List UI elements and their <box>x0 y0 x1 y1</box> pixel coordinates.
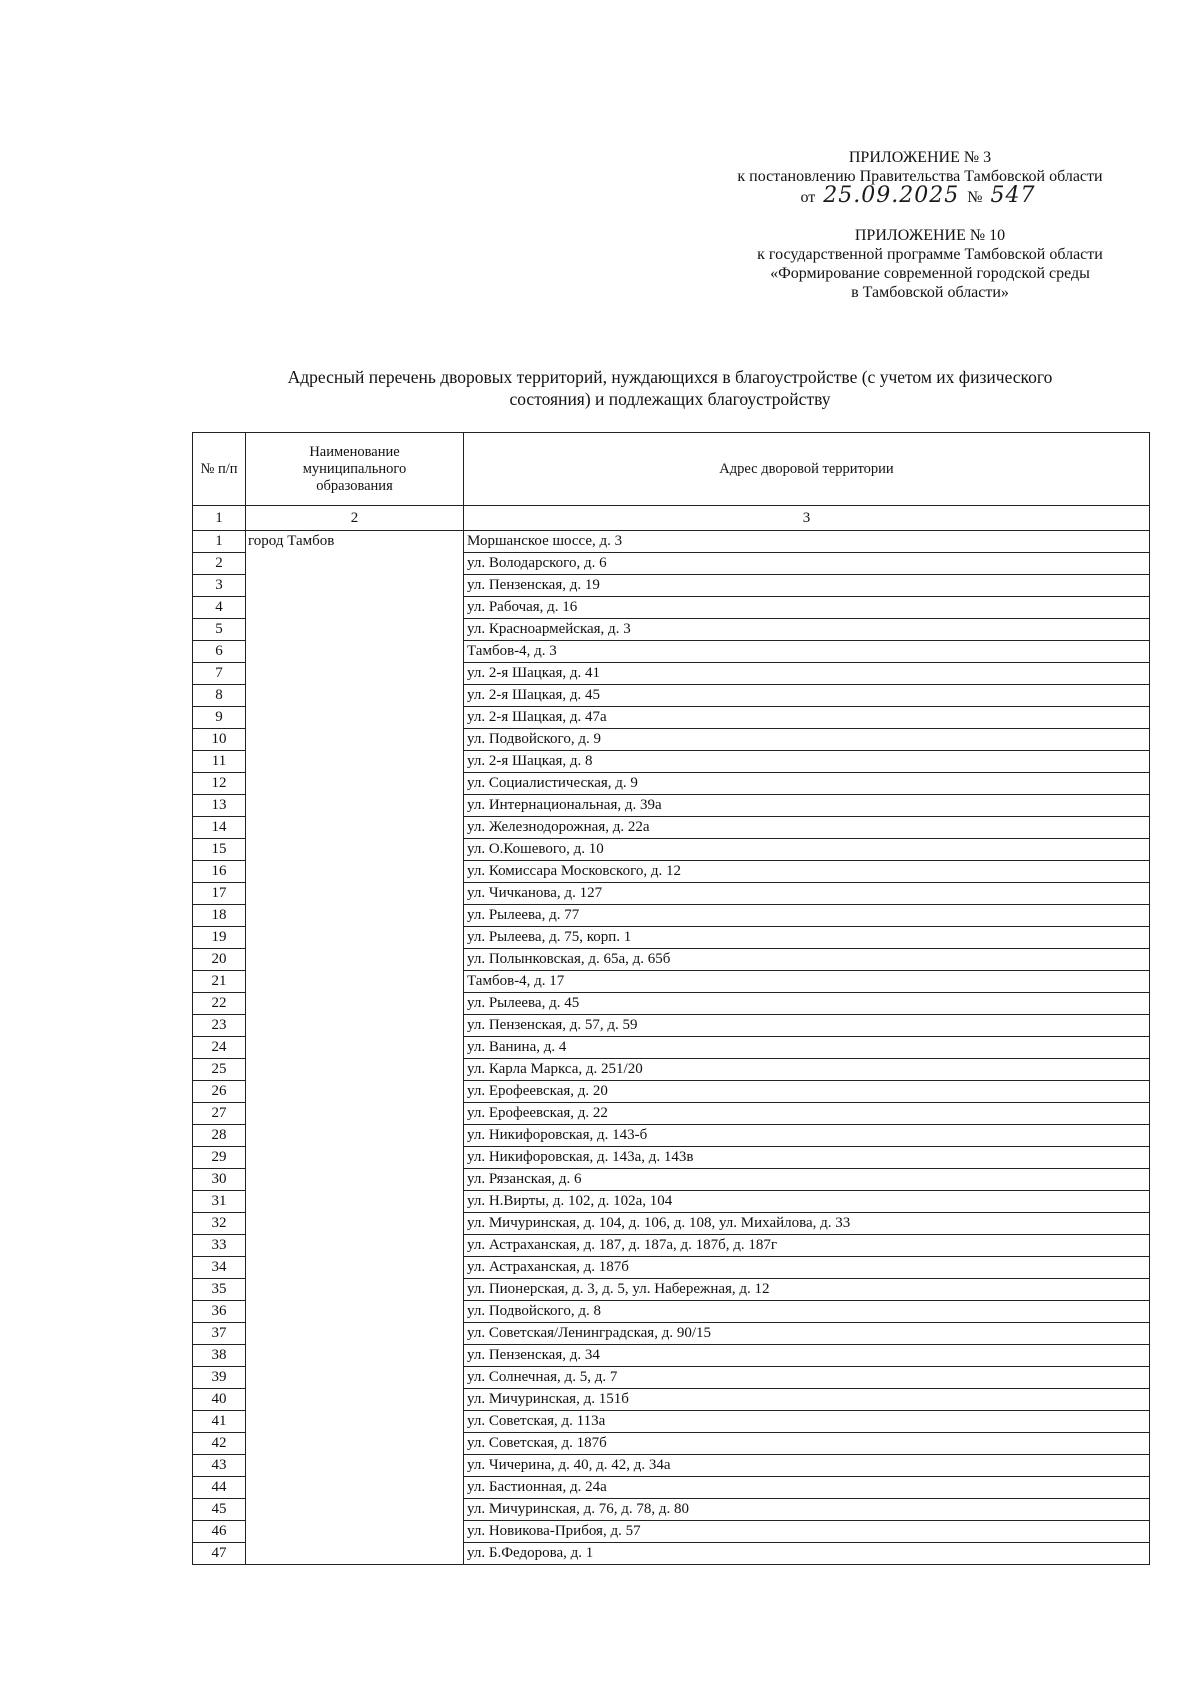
header-row <box>193 433 1150 506</box>
row-address: ул. Комиссара Московского, д. 12 <box>464 861 1150 883</box>
table-header <box>193 433 1150 506</box>
row-number: 19 <box>193 927 246 949</box>
row-number: 11 <box>193 751 246 773</box>
row-address: ул. Подвойского, д. 8 <box>464 1301 1150 1323</box>
row-number: 32 <box>193 1213 246 1235</box>
column-number-1: 1 <box>193 506 246 531</box>
row-number: 47 <box>193 1543 246 1565</box>
row-number: 28 <box>193 1125 246 1147</box>
row-address: ул. Мичуринская, д. 151б <box>464 1389 1150 1411</box>
column-number-3: 3 <box>464 506 1150 531</box>
municipality-cell: город Тамбов <box>246 531 464 1565</box>
row-number: 12 <box>193 773 246 795</box>
handwritten-date: 25.09.2025 <box>823 183 960 208</box>
row-number: 27 <box>193 1103 246 1125</box>
date-prefix: от <box>800 189 816 206</box>
appendix-3-block <box>700 148 1140 207</box>
row-address: ул. О.Кошевого, д. 10 <box>464 839 1150 861</box>
row-address: ул. 2-я Шацкая, д. 41 <box>464 663 1150 685</box>
row-number: 39 <box>193 1367 246 1389</box>
row-address: Тамбов-4, д. 17 <box>464 971 1150 993</box>
appendix-10-line1: к государственной программе Тамбовской области <box>757 246 1103 263</box>
row-address: ул. 2-я Шацкая, д. 47а <box>464 707 1150 729</box>
row-address: ул. Рылеева, д. 45 <box>464 993 1150 1015</box>
row-number: 41 <box>193 1411 246 1433</box>
row-number: 18 <box>193 905 246 927</box>
appendix-10-title: ПРИЛОЖЕНИЕ № 10 <box>854 227 1006 244</box>
row-address: ул. Пензенская, д. 19 <box>464 575 1150 597</box>
row-number: 5 <box>193 619 246 641</box>
row-number: 7 <box>193 663 246 685</box>
row-number: 34 <box>193 1257 246 1279</box>
header-municipality-line2: муниципального <box>302 460 407 477</box>
row-number: 44 <box>193 1477 246 1499</box>
appendix-3-date-line <box>700 183 1140 208</box>
row-address: ул. Новикова-Прибоя, д. 57 <box>464 1521 1150 1543</box>
row-address: ул. Советская, д. 187б <box>464 1433 1150 1455</box>
row-address: ул. Б.Федорова, д. 1 <box>464 1543 1150 1565</box>
row-address: Тамбов-4, д. 3 <box>464 641 1150 663</box>
row-number: 37 <box>193 1323 246 1345</box>
row-address: ул. Социалистическая, д. 9 <box>464 773 1150 795</box>
row-number: 1 <box>193 531 246 553</box>
row-address: ул. 2-я Шацкая, д. 8 <box>464 751 1150 773</box>
row-address: ул. Н.Вирты, д. 102, д. 102а, 104 <box>464 1191 1150 1213</box>
row-number: 17 <box>193 883 246 905</box>
row-address: ул. Советская, д. 113а <box>464 1411 1150 1433</box>
row-address: ул. Полынковская, д. 65а, д. 65б <box>464 949 1150 971</box>
row-address: ул. Ерофеевская, д. 22 <box>464 1103 1150 1125</box>
row-number: 31 <box>193 1191 246 1213</box>
row-number: 23 <box>193 1015 246 1037</box>
appendix-3-title: ПРИЛОЖЕНИЕ № 3 <box>848 149 992 166</box>
row-number: 21 <box>193 971 246 993</box>
row-address: ул. Пензенская, д. 57, д. 59 <box>464 1015 1150 1037</box>
row-address: ул. Рабочая, д. 16 <box>464 597 1150 619</box>
appendix-10-block <box>720 226 1140 302</box>
row-address: ул. Советская/Ленинградская, д. 90/15 <box>464 1323 1150 1345</box>
row-address: ул. Солнечная, д. 5, д. 7 <box>464 1367 1150 1389</box>
row-address: ул. Ерофеевская, д. 20 <box>464 1081 1150 1103</box>
row-address: ул. 2-я Шацкая, д. 45 <box>464 685 1150 707</box>
row-address: ул. Подвойского, д. 9 <box>464 729 1150 751</box>
header-municipality-line3: образования <box>316 477 393 494</box>
row-number: 2 <box>193 553 246 575</box>
row-number: 15 <box>193 839 246 861</box>
header-municipality <box>246 433 464 506</box>
header-address: Адрес дворовой территории <box>464 433 1150 506</box>
row-address: ул. Чичканова, д. 127 <box>464 883 1150 905</box>
row-address: ул. Пионерская, д. 3, д. 5, ул. Набережная, д. 12 <box>464 1279 1150 1301</box>
handwritten-number: 547 <box>990 183 1036 208</box>
row-number: 20 <box>193 949 246 971</box>
row-address: ул. Рязанская, д. 6 <box>464 1169 1150 1191</box>
row-address: ул. Железнодорожная, д. 22а <box>464 817 1150 839</box>
row-number: 40 <box>193 1389 246 1411</box>
document-title-line2: состояния) и подлежащих благоустройству <box>509 389 831 409</box>
row-number: 8 <box>193 685 246 707</box>
appendix-10-line2: «Формирование современной городской среды <box>770 265 1090 282</box>
row-address: ул. Пензенская, д. 34 <box>464 1345 1150 1367</box>
header-num: № п/п <box>193 433 246 506</box>
row-number: 3 <box>193 575 246 597</box>
row-number: 35 <box>193 1279 246 1301</box>
row-address: ул. Красноармейская, д. 3 <box>464 619 1150 641</box>
row-address: ул. Рылеева, д. 75, корп. 1 <box>464 927 1150 949</box>
row-number: 16 <box>193 861 246 883</box>
row-number: 29 <box>193 1147 246 1169</box>
row-address: ул. Никифоровская, д. 143а, д. 143в <box>464 1147 1150 1169</box>
row-address: ул. Интернациональная, д. 39а <box>464 795 1150 817</box>
row-number: 25 <box>193 1059 246 1081</box>
row-address: Моршанское шоссе, д. 3 <box>464 531 1150 553</box>
row-number: 30 <box>193 1169 246 1191</box>
number-prefix: № <box>967 189 983 206</box>
table-row <box>193 531 1150 553</box>
appendix-10-line3: в Тамбовской области» <box>851 284 1009 301</box>
row-address: ул. Рылеева, д. 77 <box>464 905 1150 927</box>
row-number: 46 <box>193 1521 246 1543</box>
row-number: 38 <box>193 1345 246 1367</box>
row-address: ул. Карла Маркса, д. 251/20 <box>464 1059 1150 1081</box>
row-number: 36 <box>193 1301 246 1323</box>
row-address: ул. Чичерина, д. 40, д. 42, д. 34а <box>464 1455 1150 1477</box>
row-number: 45 <box>193 1499 246 1521</box>
row-address: ул. Астраханская, д. 187б <box>464 1257 1150 1279</box>
column-number-row <box>193 506 1150 531</box>
row-number: 9 <box>193 707 246 729</box>
row-address: ул. Никифоровская, д. 143-б <box>464 1125 1150 1147</box>
document-title <box>200 366 1140 410</box>
row-address: ул. Астраханская, д. 187, д. 187а, д. 187б, д. 187г <box>464 1235 1150 1257</box>
table-body <box>193 531 1150 1565</box>
appendix-3-line1: к постановлению Правительства Тамбовской области <box>737 168 1103 185</box>
column-number-2: 2 <box>246 506 464 531</box>
row-number: 13 <box>193 795 246 817</box>
row-number: 33 <box>193 1235 246 1257</box>
row-address: ул. Ванина, д. 4 <box>464 1037 1150 1059</box>
row-number: 24 <box>193 1037 246 1059</box>
row-number: 43 <box>193 1455 246 1477</box>
column-numbers <box>193 506 1150 531</box>
row-address: ул. Мичуринская, д. 76, д. 78, д. 80 <box>464 1499 1150 1521</box>
row-number: 6 <box>193 641 246 663</box>
row-number: 42 <box>193 1433 246 1455</box>
row-number: 22 <box>193 993 246 1015</box>
row-number: 14 <box>193 817 246 839</box>
row-address: ул. Мичуринская, д. 104, д. 106, д. 108, ул. Михайлова, д. 33 <box>464 1213 1150 1235</box>
row-number: 4 <box>193 597 246 619</box>
row-address: ул. Бастионная, д. 24а <box>464 1477 1150 1499</box>
row-number: 26 <box>193 1081 246 1103</box>
row-address: ул. Володарского, д. 6 <box>464 553 1150 575</box>
address-table <box>192 432 1150 1565</box>
document-title-line1: Адресный перечень дворовых территорий, нуждающихся в благоустройстве (с учетом их физического <box>287 367 1053 387</box>
row-number: 10 <box>193 729 246 751</box>
header-municipality-line1: Наименование <box>309 443 400 460</box>
